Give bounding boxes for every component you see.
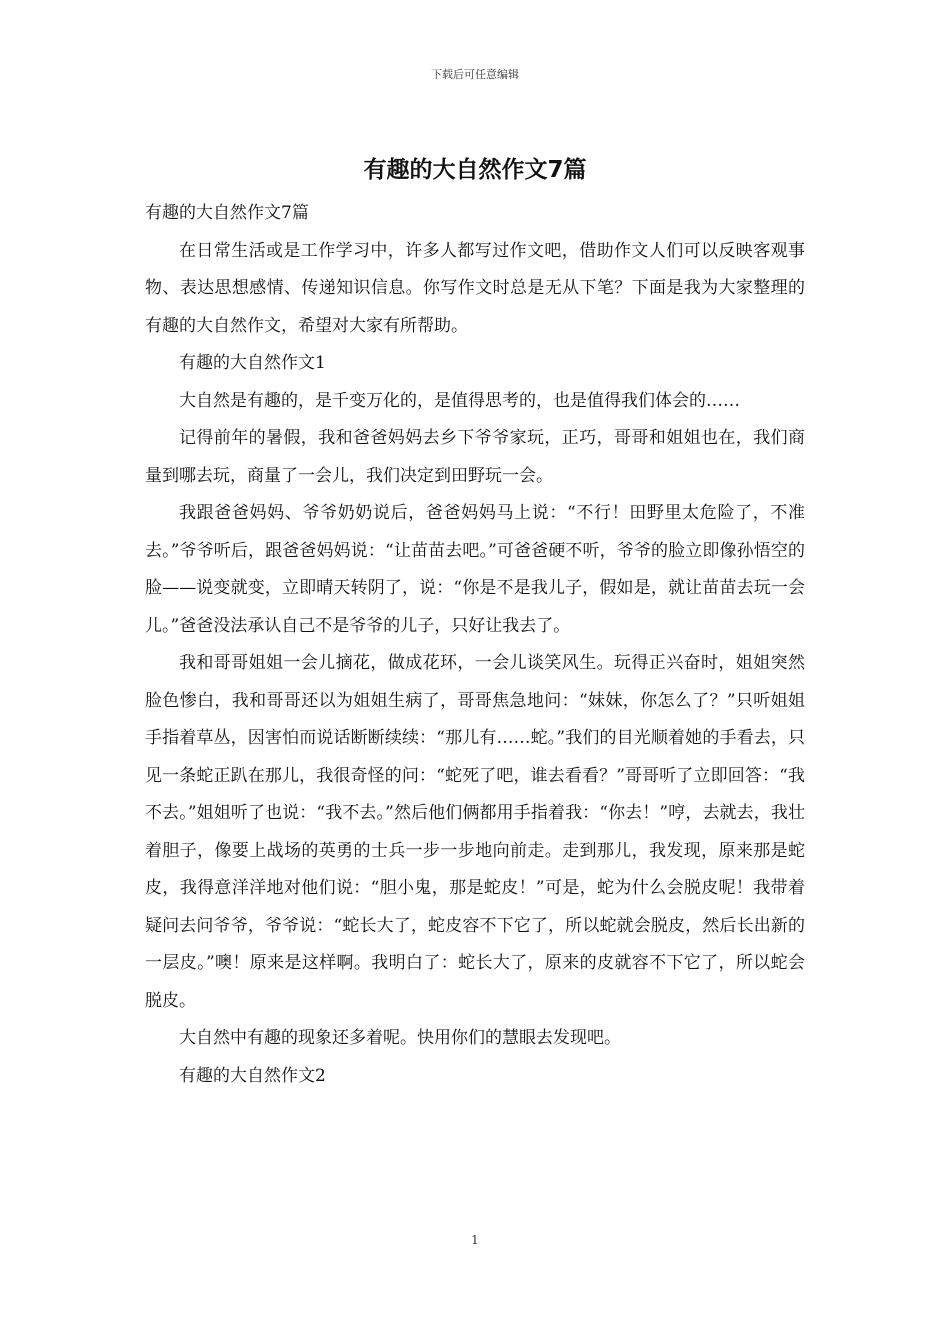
body-paragraph: 我和哥哥姐姐一会儿摘花，做成花环，一会儿谈笑风生。玩得正兴奋时，姐姐突然脸色惨白，我和哥哥还以为姐姐生病了，哥哥焦急地问：“妹妹，你怎么了？”只听姐姐手指着草丛，因害怕而说话断断续续：“那儿有……蛇。”我们的目光顺着她的手看去，只见一条蛇正趴在那儿，我很奇怪的问：“蛇死了吧，谁去看看？”哥哥听了立即回答：“我不去。”姐姐听了也说：“我不去。”然后他们俩都用手指着我：“你去！”哼，去就去，我壮着胆子，像要上战场的英勇的士兵一步一步地向前走。走到那儿，我发现，原来那是蛇皮，我得意洋洋地对他们说：“胆小鬼，那是蛇皮！”可是，蛇为什么会脱皮呢！我带着疑问去问爷爷，爷爷说：“蛇长大了，蛇皮容不下它了，所以蛇就会脱皮，然后长出新的一层皮。”噢！原来是这样啊。我明白了：蛇长大了，原来的皮就容不下它了，所以蛇会脱皮。 [145,653,805,1011]
section-heading-1: 有趣的大自然作文1 [179,353,326,373]
subtitle-paragraph: 有趣的大自然作文7篇 [145,203,309,223]
header-note: 下载后可任意编辑 [431,68,519,81]
body-paragraph: 大自然中有趣的现象还多着呢。快用你们的慧眼去发现吧。 [179,1028,621,1048]
intro-paragraph: 在日常生活或是工作学习中，许多人都写过作文吧，借助作文人们可以反映客观事物、表达思想感情、传递知识信息。你写作文时总是无从下笔？下面是我为大家整理的有趣的大自然作文，希望对大家有所帮助。 [145,240,805,336]
body-paragraph: 我跟爸爸妈妈、爷爷奶奶说后，爸爸妈妈马上说：“不行！田野里太危险了，不准去。”爷爷听后，跟爸爸妈妈说：“让苗苗去吧。”可爸爸硬不听，爷爷的脸立即像孙悟空的脸——说变就变，立即晴天转阴了，说：“你是不是我儿子，假如是，就让苗苗去玩一会儿。”爸爸没法承认自己不是爷爷的儿子，只好让我去了。 [145,503,805,636]
section-heading-2: 有趣的大自然作文2 [179,1065,326,1086]
document-body [145,195,805,1095]
body-paragraph: 大自然是有趣的，是千变万化的，是值得思考的，也是值得我们体会的…… [179,390,740,411]
body-paragraph: 记得前年的暑假，我和爸爸妈妈去乡下爷爷家玩，正巧，哥哥和姐姐也在，我们商量到哪去玩，商量了一会儿，我们决定到田野玩一会。 [145,428,805,486]
document-title: 有趣的大自然作文7篇 [363,157,587,183]
page-number: 1 [471,1233,479,1247]
